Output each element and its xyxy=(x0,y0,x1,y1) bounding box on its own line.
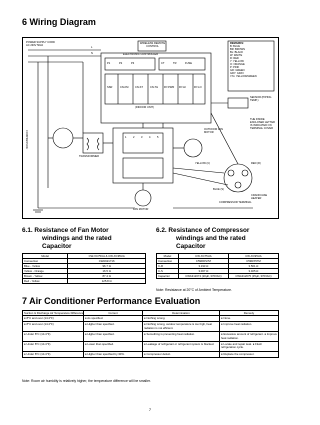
table-cell: ● Higher than specified. xyxy=(84,332,143,342)
table-cell: 96.7 Ω xyxy=(68,264,146,269)
table-cell: ● Lower than specified. xyxy=(84,342,143,352)
diagram-tag: 1 xyxy=(125,136,127,139)
table-cell: ● Higher than specified. xyxy=(84,322,143,332)
table-cell: Brown - Yellow xyxy=(23,274,68,279)
remark-item: Y/G: YELLOW/GREEN xyxy=(230,75,257,78)
table-cell: ● Nothing wrong. xyxy=(143,316,220,322)
table-cell: 16.5 Ω xyxy=(68,269,146,274)
table-cell: C59RDS7M xyxy=(178,259,228,264)
wiring-diagram xyxy=(22,37,279,219)
remark-item: Y: YELLOW xyxy=(230,60,244,63)
table-cell: ● As specified. xyxy=(84,316,143,322)
diagram-tag: CN-TH xyxy=(150,86,159,89)
table-cell: ● Locate and repair leak. ● Flush refrigeration cycle. xyxy=(220,342,279,352)
indoor-unit-label: (INDOOR UNIT) xyxy=(135,106,154,109)
table-header: Current xyxy=(84,311,143,316)
table-cell: CWA312074 (20μF, 370VAC) xyxy=(178,274,228,279)
table-row xyxy=(23,351,279,357)
table-cell: ● Under 8°C (14.4°F) xyxy=(23,342,84,352)
table-cell: Yellow - Orange xyxy=(23,269,68,274)
table-header: CW-XC75UA xyxy=(178,254,228,259)
remarks-title: REMARKS: xyxy=(230,42,244,45)
remark-item: B: BLUE xyxy=(230,45,240,48)
humidity-note: Note: Room air humidity is relatively higher, the temperature difference will be smaller. xyxy=(22,379,151,383)
terminal-note: THE INSIDE ENCLOSED LETTER IS INDICATED ON TERMINAL COVER xyxy=(250,118,275,130)
diagram-tag: P1 xyxy=(107,62,111,65)
red-terminal-label: RED (R) xyxy=(251,162,261,165)
table-cell: ● Replace the compressor. xyxy=(220,351,279,357)
table-cell: C59RX57M xyxy=(228,259,278,264)
resistance-note: Note: Resistance at 20°C of Ambient Temperature. xyxy=(156,288,232,292)
table-header: Remedy xyxy=(220,311,279,316)
table-header: CW-XC95UA xyxy=(228,254,278,259)
diagram-tag: TR xyxy=(173,62,177,65)
table-header: Suction & Discharge Air Temperature Difference xyxy=(24,311,84,315)
section-7-title: 7 Air Conditioner Performance Evaluation xyxy=(22,296,201,306)
diagram-tag: P2 xyxy=(119,62,123,65)
diagram-tag: 3 xyxy=(141,136,143,139)
table-cell: ● Improve heat radiation. xyxy=(220,322,279,332)
outdoor-fan-label: OUTDOOR FAN MOTOR xyxy=(204,128,224,134)
power-supply-label: POWER SUPPLY CORD AC 230V 50Hz xyxy=(26,41,55,47)
performance-table xyxy=(22,310,279,358)
diagram-tag: 2 xyxy=(133,136,135,139)
table-header: Determination xyxy=(143,311,220,316)
table-cell: Red - Yellow xyxy=(23,279,68,284)
diagram-tag: CN-ST xyxy=(135,86,143,89)
table-row xyxy=(23,279,146,284)
table-cell: ● Under 8°C (14.4°F) xyxy=(23,351,84,357)
table-header: CW-XC75UA & CW-XC95UA xyxy=(68,254,146,259)
wireless-remote-label: WIRELESS REMOTE CONTROL xyxy=(139,42,166,48)
table-cell: ● 8°C and over (14.4°F) xyxy=(23,316,84,322)
diagram-tag: CN-FM xyxy=(120,86,129,89)
table-cell: CWA312075 (35μF, 370VAC) xyxy=(228,274,278,279)
table-header: Model xyxy=(157,254,179,259)
table-row xyxy=(23,342,279,352)
remark-item: W: WHITE xyxy=(230,54,243,57)
remark-item: BR: BROWN xyxy=(230,48,245,51)
table-cell: C-R xyxy=(157,264,179,269)
diagram-tag: SSR xyxy=(107,86,113,89)
table-cell: ● None. xyxy=(220,316,279,322)
electronic-controller-label: ELECTRONIC CONTROLLER xyxy=(123,53,159,56)
compressor-resistance-table xyxy=(156,253,279,279)
diagram-tag: 5 xyxy=(157,136,159,139)
transformer-label: TRANSFORMER xyxy=(79,155,100,158)
table-cell: CWA921716 xyxy=(68,259,146,264)
table-cell: 3.007 Ω xyxy=(178,269,228,274)
table-cell: ● Compressor defect. xyxy=(143,351,220,357)
remark-item: BL: BLACK xyxy=(230,51,244,54)
table-cell: 87.4 Ω xyxy=(68,274,146,279)
table-cell: Capacitor xyxy=(157,274,179,279)
remarks xyxy=(230,42,257,78)
table-cell: 3.193 Ω xyxy=(178,264,228,269)
diagram-tag: P3 xyxy=(131,62,135,65)
table-cell: ● Excessive amount of refrigerant. ● Improve heat radiation. xyxy=(221,332,277,340)
section-6-title: 6 Wiring Diagram xyxy=(22,17,96,27)
page-number: 7 xyxy=(148,407,152,412)
table-cell: ● Leakage of refrigerant or refrigerant system is blocked. xyxy=(143,342,220,352)
table-row xyxy=(157,274,279,279)
table-cell: ● Something is preventing heat radiation. xyxy=(143,332,220,342)
compressor-terminal-label: COMPRESSOR TERMINAL xyxy=(219,201,252,204)
table-row xyxy=(23,332,279,342)
table-cell: 3.405 Ω xyxy=(228,269,278,274)
remark-item: GR: GREEN xyxy=(230,69,245,72)
table-cell: Connection xyxy=(157,259,179,264)
compressor-label: COMPRESSOR xyxy=(25,130,28,149)
diagram-tag: L xyxy=(91,46,93,49)
table-header: Model xyxy=(23,254,68,259)
table-cell: ● 8°C and over (14.4°F) xyxy=(23,322,84,332)
section-6-2-title: 6.2. Resistance of Compressor windings and the rated Capacitor xyxy=(156,227,250,250)
table-cell: 125.8 Ω xyxy=(68,279,146,284)
diagram-tag: CT xyxy=(161,62,165,65)
fan-motor-label: FAN MOTOR xyxy=(133,208,149,211)
table-cell: 3.501 Ω xyxy=(228,264,278,269)
diagram-tag: RY-LO xyxy=(194,86,202,89)
sensor-label: SENSOR (PIPING TEMP.) xyxy=(250,96,272,102)
diagram-tag: FUSE xyxy=(185,62,192,65)
table-cell: ● Under 8°C (14.4°F) xyxy=(23,332,84,342)
diagram-tag: RY-HI xyxy=(179,86,186,89)
crankcase-label: CRANKCASE HEATER xyxy=(251,194,268,200)
table-cell: Connection xyxy=(23,259,68,264)
section-6-1-title: 6.1. Resistance of Fan Motor windings and the rated Capacitor xyxy=(22,227,112,250)
remark-item: R: RED xyxy=(230,57,239,60)
remark-item: GRY: GRAY xyxy=(230,72,245,75)
table-cell: Blue - Yellow xyxy=(23,264,68,269)
diagram-tag: 4 xyxy=(149,136,151,139)
blue-terminal-label: BLUE (S) xyxy=(213,188,224,191)
table-row xyxy=(23,322,279,332)
fan-motor-resistance-table xyxy=(22,253,146,284)
yellow-terminal-label: YELLOW (C) xyxy=(195,162,211,165)
table-cell: C-S xyxy=(157,269,179,274)
remark-item: O: ORANGE xyxy=(230,63,245,66)
table-cell: ● Higher than specified by 30%. xyxy=(84,351,143,357)
table-cell: ● Nothing wrong, outdoor temperature is too high, heat radiation is not efficient. xyxy=(143,322,220,332)
diagram-tag: RY-PWR xyxy=(164,86,175,89)
diagram-tag: N xyxy=(91,52,93,55)
remark-item: P: PINK xyxy=(230,66,240,69)
